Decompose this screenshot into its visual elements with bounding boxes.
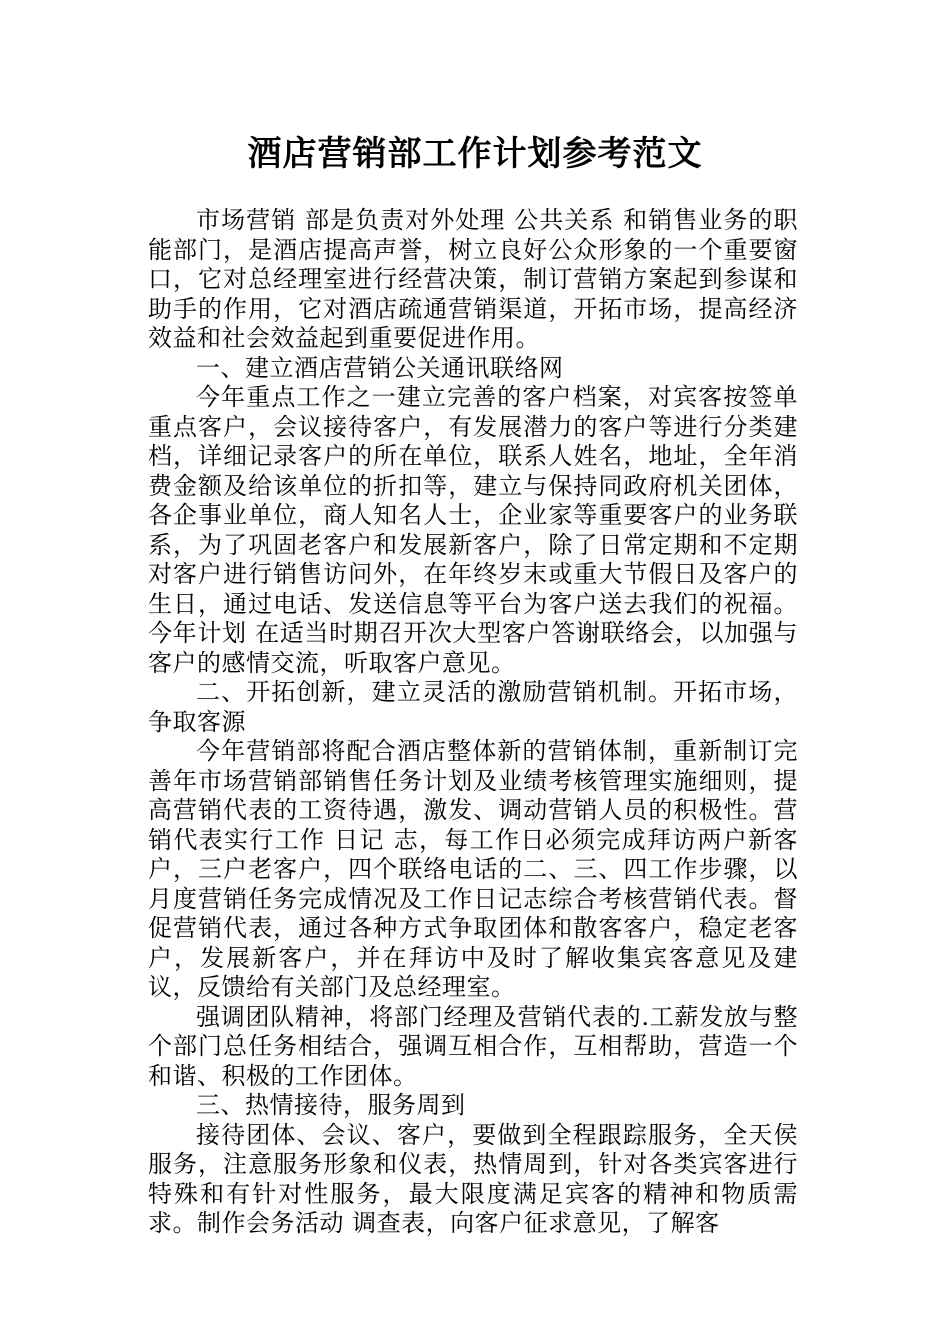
heading-section-2: 二、开拓创新，建立灵活的激励营销机制。开拓市场，争取客源	[148, 678, 798, 736]
document-body	[148, 206, 798, 1239]
paragraph-team-spirit: 强调团队精神，将部门经理及营销代表的.工薪发放与整个部门总任务相结合，强调互相合作，互相帮助，营造一个和谐、积极的工作团体。	[148, 1002, 798, 1090]
paragraph-section-2: 今年营销部将配合酒店整体新的营销体制，重新制订完善年市场营销部销售任务计划及业绩考核管理实施细则，提高营销代表的工资待遇，激发、调动营销人员的积极性。营销代表实行工作 日记 志，每工作日必须完成拜访两户新客户，三户老客户，四个联络电话的二、三、四工作步骤，以月度营销任务完成情况及工作日记志综合考核营销代表。督促营销代表，通过各种方式争取团体和散客客户，稳定老客户，发展新客户，并在拜访中及时了解收集宾客意见及建议，反馈给有关部门及总经理室。	[148, 737, 798, 1001]
heading-section-3: 三、热情接待，服务周到	[196, 1091, 466, 1119]
document-title: 酒店营销部工作计划参考范文	[247, 134, 703, 174]
paragraph-section-3: 接待团体、会议、客户，要做到全程跟踪服务，全天侯服务，注意服务形象和仪表，热情周到，针对各类宾客进行特殊和有针对性服务，最大限度满足宾客的精神和物质需求。制作会务活动 调查表，向客户征求意见，了解客	[148, 1120, 798, 1237]
heading-section-1: 一、建立酒店营销公关通讯联络网	[196, 353, 564, 382]
paragraph-section-1: 今年重点工作之一建立完善的客户档案，对宾客按签单重点客户，会议接待客户，有发展潜力的客户等进行分类建档，详细记录客户的所在单位，联系人姓名，地址，全年消费金额及给该单位的折扣等，建立与保持同政府机关团体，各企事业单位，商人知名人士，企业家等重要客户的业务联系，为了巩固老客户和发展新客户，除了日常定期和不定期对客户进行销售访问外，在年终岁末或重大节假日及客户的生日，通过电话、发送信息等平台为客户送去我们的祝福。今年计划 在适当时期召开次大型客户答谢联络会，以加强与客户的感情交流，听取客户意见。	[148, 383, 798, 677]
paragraph-intro: 市场营销 部是负责对外处理 公共关系 和销售业务的职能部门，是酒店提高声誉，树立良好公众形象的一个重要窗口，它对总经理室进行经营决策，制订营销方案起到参谋和助手的作用，它对酒店疏通营销渠道，开拓市场，提高经济效益和社会效益起到重要促进作用。	[148, 206, 798, 352]
